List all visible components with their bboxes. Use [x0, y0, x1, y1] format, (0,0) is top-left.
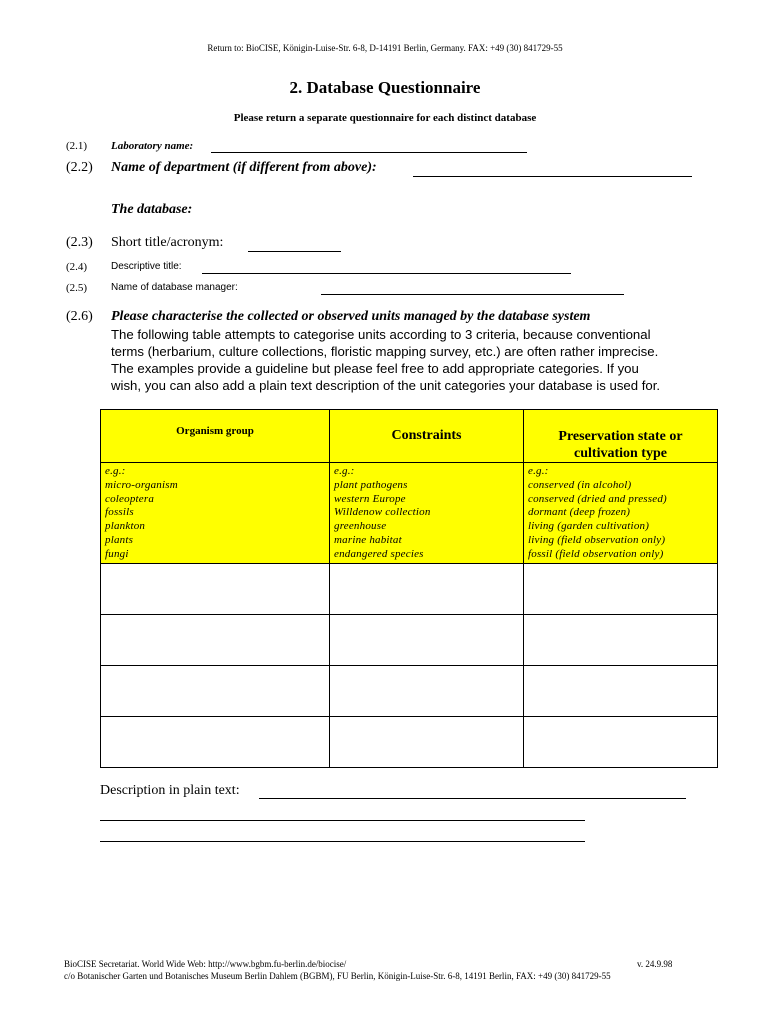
database-manager-label: Name of database manager:	[111, 282, 238, 293]
organism-group-cell[interactable]	[101, 564, 330, 615]
organism-group-cell[interactable]	[101, 615, 330, 666]
table-row	[101, 666, 718, 717]
list-item: greenhouse	[334, 520, 387, 533]
item-number: (2.4)	[66, 261, 88, 273]
short-title-label: Short title/acronym:	[111, 235, 224, 250]
list-item: e.g.:	[528, 465, 549, 477]
list-item: living (garden cultivation)	[528, 520, 650, 533]
database-section-heading: The database:	[111, 202, 193, 217]
explanation-line: The examples provide a guideline but please feel free to add appropriate categories. If you	[111, 361, 639, 376]
table-examples-row	[101, 463, 718, 564]
list-item: living (field observation only)	[528, 533, 666, 546]
laboratory-name-label: Laboratory name:	[111, 140, 194, 152]
item-number: (2.1)	[66, 140, 88, 152]
list-item: fossil (field observation only)	[528, 547, 664, 560]
return-address: Return to: BioCISE, Königin-Luise-Str. 6-8, D-14191 Berlin, Germany. FAX: +49 (30) 841729-55	[207, 43, 563, 53]
page-title: 2. Database Questionnaire	[289, 78, 481, 97]
description-field-line-2[interactable]	[100, 805, 585, 821]
table-header-row	[101, 410, 718, 463]
department-name-field[interactable]	[413, 160, 692, 177]
list-item: coleoptera	[105, 492, 155, 505]
list-item: micro-organism	[105, 478, 178, 491]
list-item: conserved (dried and pressed)	[528, 492, 667, 505]
list-item: plants	[105, 533, 134, 546]
explanation-line: The following table attempts to categorise units according to 3 criteria, because conventional	[111, 327, 651, 342]
constraints-cell[interactable]	[330, 564, 524, 615]
database-manager-field[interactable]	[321, 282, 624, 295]
header-organism-group: Organism group	[101, 410, 330, 463]
units-table	[100, 409, 718, 768]
examples-constraints	[330, 463, 524, 564]
constraints-cell[interactable]	[330, 666, 524, 717]
explanation-line: wish, you can also add a plain text description of the unit categories your database is used for.	[111, 378, 661, 393]
table-row	[101, 564, 718, 615]
list-item: fungi	[105, 547, 129, 560]
item-number: (2.5)	[66, 282, 88, 294]
list-item: fossils	[105, 506, 134, 519]
description-field-line-3[interactable]	[100, 826, 585, 842]
organism-group-cell[interactable]	[101, 666, 330, 717]
footer-version: v. 24.9.98	[637, 959, 673, 969]
item-number: (2.3)	[66, 235, 93, 250]
descriptive-title-label: Descriptive title:	[111, 261, 182, 272]
item-number: (2.2)	[66, 160, 93, 175]
short-title-field[interactable]	[248, 235, 341, 252]
page-subtitle: Please return a separate questionnaire for each distinct database	[233, 112, 537, 124]
table-row	[101, 717, 718, 768]
list-item: conserved (in alcohol)	[528, 478, 632, 491]
list-item: marine habitat	[334, 533, 402, 546]
preservation-state-cell[interactable]	[524, 615, 718, 666]
descriptive-title-field[interactable]	[202, 261, 571, 274]
list-item: plankton	[105, 520, 146, 533]
description-label: Description in plain text:	[100, 783, 240, 798]
constraints-cell[interactable]	[330, 615, 524, 666]
list-item: plant pathogens	[334, 478, 408, 491]
organism-group-cell[interactable]	[101, 717, 330, 768]
list-item: dormant (deep frozen)	[528, 506, 631, 519]
header-preservation-state: Preservation state or cultivation type	[524, 410, 718, 463]
list-item: endangered species	[334, 547, 424, 560]
header-constraints: Constraints	[330, 410, 524, 463]
constraints-cell[interactable]	[330, 717, 524, 768]
footer-address: c/o Botanischer Garten und Botanisches Museum Berlin Dahlem (BGBM), FU Berlin, Königin-Luise-Str. 6-8, 14191 Berlin, FAX: +49 (30) 841729-55	[64, 971, 611, 981]
laboratory-name-field[interactable]	[211, 140, 527, 153]
preservation-state-cell[interactable]	[524, 666, 718, 717]
list-item: western Europe	[334, 492, 406, 505]
footer-secretariat: BioCISE Secretariat. World Wide Web: http://www.bgbm.fu-berlin.de/biocise/	[64, 959, 347, 969]
list-item: e.g.:	[334, 465, 355, 477]
department-name-label: Name of department (if different from above):	[111, 160, 377, 175]
item-number: (2.6)	[66, 309, 93, 324]
list-item: e.g.:	[105, 465, 126, 477]
list-item: Willdenow collection	[334, 506, 431, 519]
description-field-line-1[interactable]	[259, 783, 686, 799]
examples-organism-group	[101, 463, 330, 564]
table-row	[101, 615, 718, 666]
preservation-state-cell[interactable]	[524, 717, 718, 768]
explanation-line: terms (herbarium, culture collections, floristic mapping survey, etc.) are often rather imprecise.	[111, 344, 659, 359]
examples-preservation-state	[524, 463, 718, 564]
units-explanation	[111, 326, 660, 394]
preservation-state-cell[interactable]	[524, 564, 718, 615]
units-heading: Please characterise the collected or observed units managed by the database system	[111, 309, 591, 324]
